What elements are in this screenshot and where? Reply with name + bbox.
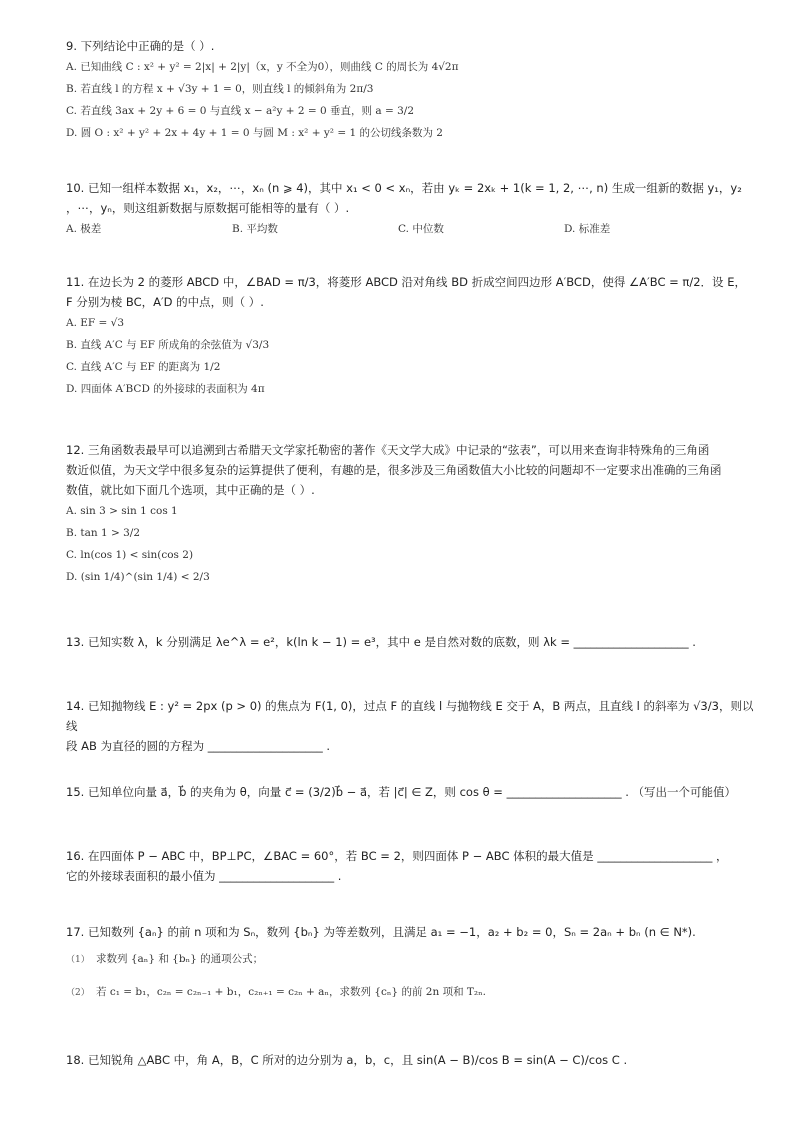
question-11 [66,272,754,400]
part-number: （2） [66,988,90,998]
option-12a: A. sin 3 > sin 1 cos 1 [66,505,178,517]
question-12-stem-line2: 数近似值，为天文学中很多复杂的运算提供了便利，有趣的是，很多涉及三角函数值大小比较的问题却不一定要求出准确的三角函 [66,463,722,477]
option-10a: A. 极差 [66,223,102,235]
question-15-stem: 15. 已知单位向量 a⃗，b⃗ 的夹角为 θ，向量 c⃗ = (3/2)b⃗ − a⃗，若 |c⃗| ∈ Z，则 cos θ = ____________________ . （写出一个可能值） [66,785,737,799]
question-13 [66,632,754,652]
question-14-stem-line1: 14. 已知抛物线 E : y² = 2px (p > 0) 的焦点为 F(1, 0)，过点 F 的直线 l 与抛物线 E 交于 A，B 两点，且直线 l 的斜率为 √3/3，则以线 [66,699,754,733]
option-12c: C. ln(cos 1) < sin(cos 2) [66,549,194,561]
option-11d: D. 四面体 A′BCD 的外接球的表面积为 4π [66,383,265,395]
question-18-stem: 18. 已知锐角 △ABC 中，角 A，B，C 所对的边分别为 a，b，c，且 sin(A − B)/cos B = sin(A − C)/cos C . [66,1053,628,1067]
question-12 [66,440,754,588]
part-text: 求数列 {aₙ} 和 {bₙ} 的通项公式； [96,953,264,965]
option-11a: A. EF = √3 [66,317,125,329]
question-9 [66,36,754,144]
option-9a: A. 已知曲线 C : x² + y² = 2|x| + 2|y|（x，y 不全为0），则曲线 C 的周长为 4√2π [66,61,459,73]
question-10-options [66,218,754,240]
option-10c: C. 中位数 [398,223,444,235]
part-text: 若 c₁ = b₁，c₂ₙ = c₂ₙ₋₁ + b₁，c₂ₙ₊₁ = c₂ₙ + aₙ，求数列 {cₙ} 的前 2n 项和 T₂ₙ. [96,986,486,998]
question-17 [66,922,754,1004]
option-9d: D. 圆 O : x² + y² + 2x + 4y + 1 = 0 与圆 M : x² + y² = 1 的公切线条数为 2 [66,127,443,139]
option-10d: D. 标准差 [564,223,611,235]
question-16-stem-line1: 16. 在四面体 P − ABC 中，BP⊥PC，∠BAC = 60°，若 BC = 2，则四面体 P − ABC 体积的最大值是 ____________________ ， [66,849,728,863]
option-12b: B. tan 1 > 3/2 [66,527,141,539]
question-15 [66,782,754,802]
part-number: （1） [66,955,90,965]
question-9-stem: 9. 下列结论中正确的是（ ）. [66,39,215,53]
option-11b: B. 直线 A′C 与 EF 所成角的余弦值为 √3/3 [66,339,270,351]
question-13-stem: 13. 已知实数 λ，k 分别满足 λe^λ = e²，k(ln k − 1) = e³，其中 e 是自然对数的底数，则 λk = ____________________ . [66,635,696,649]
question-17-stem: 17. 已知数列 {aₙ} 的前 n 项和为 Sₙ，数列 {bₙ} 为等差数列，且满足 a₁ = −1，a₂ + b₂ = 0，Sₙ = 2aₙ + bₙ (n ∈ N*). [66,925,696,939]
option-11c: C. 直线 A′C 与 EF 的距离为 1/2 [66,361,221,373]
question-12-stem-line3: 数值，就比如下面几个选项，其中正确的是（ ）. [66,483,315,497]
question-16 [66,846,754,886]
question-11-stem-line1: 11. 在边长为 2 的菱形 ABCD 中，∠BAD = π/3，将菱形 ABCD 沿对角线 BD 折成空间四边形 A′BCD，使得 ∠A′BC = π/2．设 E， [66,275,746,289]
option-10b: B. 平均数 [232,223,278,235]
option-9b: B. 若直线 l 的方程 x + √3y + 1 = 0，则直线 l 的倾斜角为 2π/3 [66,83,374,95]
question-18 [66,1050,754,1070]
question-17-part-1 [66,948,754,971]
question-14-stem-line2: 段 AB 为直径的圆的方程为 ____________________ . [66,739,331,753]
option-9c: C. 若直线 3ax + 2y + 6 = 0 与直线 x − a²y + 2 = 0 垂直，则 a = 3/2 [66,105,415,117]
question-17-part-2 [66,981,754,1004]
question-10-stem-line2: ，⋯，yₙ，则这组新数据与原数据可能相等的量有（ ）. [66,201,350,215]
question-11-stem-line2: F 分别为棱 BC，A′D 的中点，则（ ）. [66,295,264,309]
question-10-stem-line1: 10. 已知一组样本数据 x₁，x₂，⋯，xₙ (n ⩾ 4)，其中 x₁ < 0 < xₙ，若由 yₖ = 2xₖ + 1(k = 1, 2, ⋯, n) 生成一组新的数据 y₁，y₂ [66,181,742,195]
question-12-stem-line1: 12. 三角函数表最早可以追溯到古希腊天文学家托勒密的著作《天文学大成》中记录的“弦表”，可以用来查询非特殊角的三角函 [66,443,710,457]
question-16-stem-line2: 它的外接球表面积的最小值为 ____________________ . [66,869,342,883]
question-14 [66,696,754,756]
option-12d: D. (sin 1/4)^(sin 1/4) < 2/3 [66,571,210,583]
question-10 [66,178,754,240]
